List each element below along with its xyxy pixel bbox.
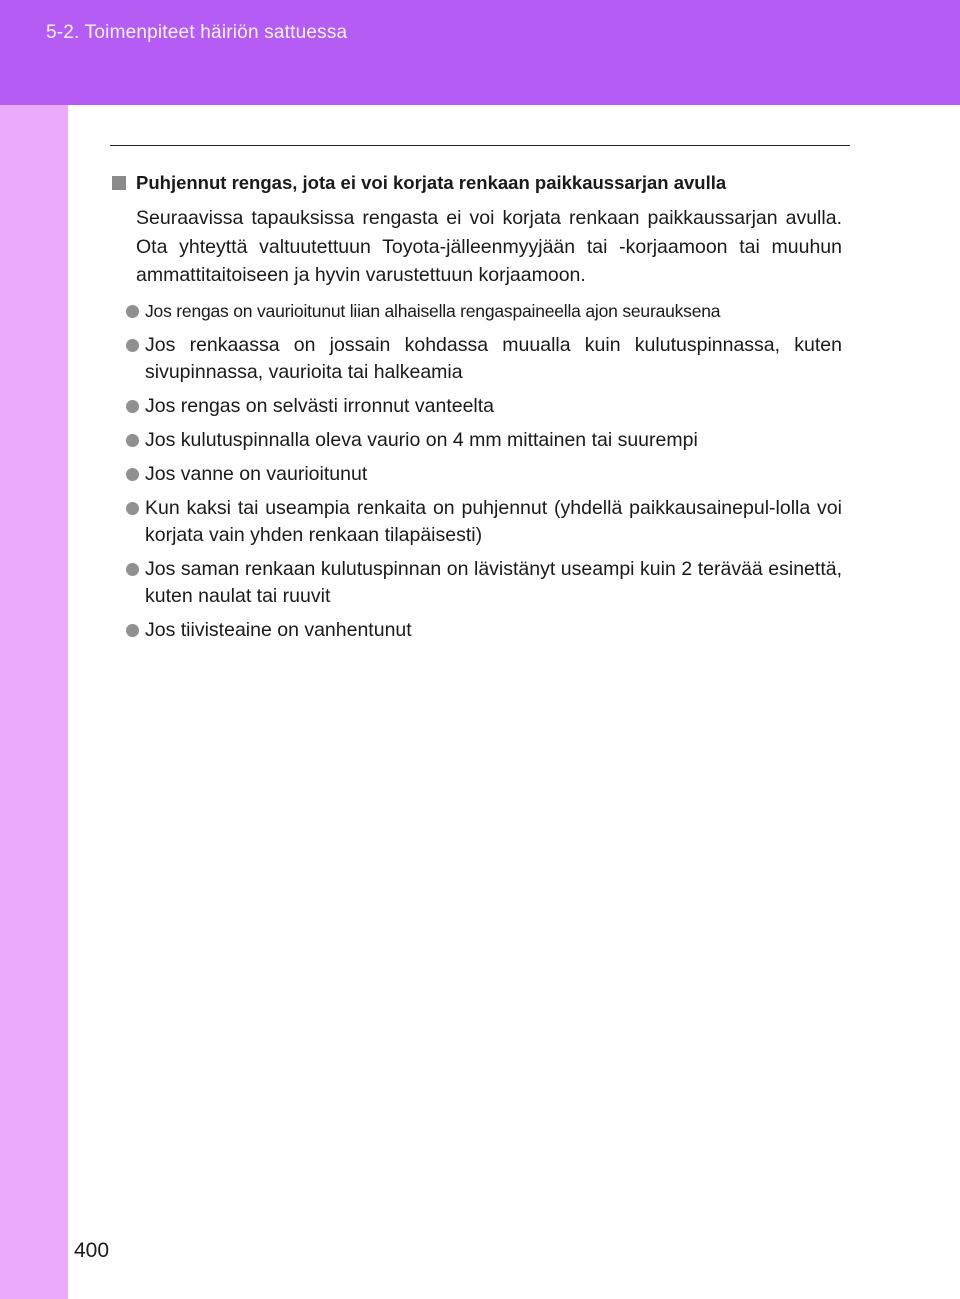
list-item-text: Jos rengas on vaurioitunut liian alhaisella rengaspaineella ajon seurauksena — [145, 300, 721, 321]
list-item — [126, 393, 842, 420]
list-item-text: Jos kulutuspinnalla oleva vaurio on 4 mm mittainen tai suurempi — [145, 428, 698, 451]
side-strip — [0, 105, 68, 1299]
bullet-dot-icon — [126, 468, 139, 481]
list-item — [126, 427, 842, 454]
section-heading-text: Puhjennut rengas, jota ei voi korjata renkaan paikkaussarjan avulla — [136, 172, 727, 193]
section-heading — [112, 170, 842, 196]
page-number: 400 — [74, 1239, 110, 1262]
bullet-dot-icon — [126, 339, 139, 352]
list-item-text: Jos saman renkaan kulutuspinnan on lävistänyt useampi kuin 2 terävää esinettä, kuten naulat tai ruuvit — [145, 557, 842, 607]
list-item — [126, 461, 842, 488]
list-item — [126, 332, 842, 386]
bullet-dot-icon — [126, 563, 139, 576]
list-item — [126, 298, 842, 325]
list-item — [126, 617, 842, 644]
bullet-list — [112, 298, 842, 644]
header-section-title: 5-2. Toimenpiteet häiriön sattuessa — [46, 22, 348, 43]
content-area — [112, 170, 842, 651]
list-item-text: Jos tiivisteaine on vanhentunut — [145, 618, 412, 641]
bullet-dot-icon — [126, 305, 139, 318]
list-item — [126, 495, 842, 549]
bullet-dot-icon — [126, 400, 139, 413]
list-item-text: Jos vanne on vaurioitunut — [145, 462, 368, 485]
top-rule — [110, 145, 850, 146]
bullet-dot-icon — [126, 502, 139, 515]
list-item-text: Jos rengas on selvästi irronnut vanteelta — [145, 394, 495, 417]
bullet-dot-icon — [126, 434, 139, 447]
intro-paragraph: Seuraavissa tapauksissa rengasta ei voi korjata renkaan paikkaussarjan avulla. Ota yhteyttä valtuutettuun Toyota-jälleenmyyjään tai -korjaamoon tai muuhun ammattitaitoiseen ja hyvin varustettuun korjaamoon. — [136, 207, 842, 286]
square-bullet-icon — [112, 176, 126, 190]
list-item-text: Jos renkaassa on jossain kohdassa muualla kuin kulutuspinnassa, kuten sivupinnassa, vaurioita tai halkeamia — [145, 333, 842, 383]
bullet-dot-icon — [126, 624, 139, 637]
list-item-text: Kun kaksi tai useampia renkaita on puhjennut (yhdellä paikkausainepul-lolla voi korjata vain yhden renkaan tilapäisesti) — [145, 496, 842, 546]
header-band — [0, 0, 960, 105]
list-item — [126, 556, 842, 610]
